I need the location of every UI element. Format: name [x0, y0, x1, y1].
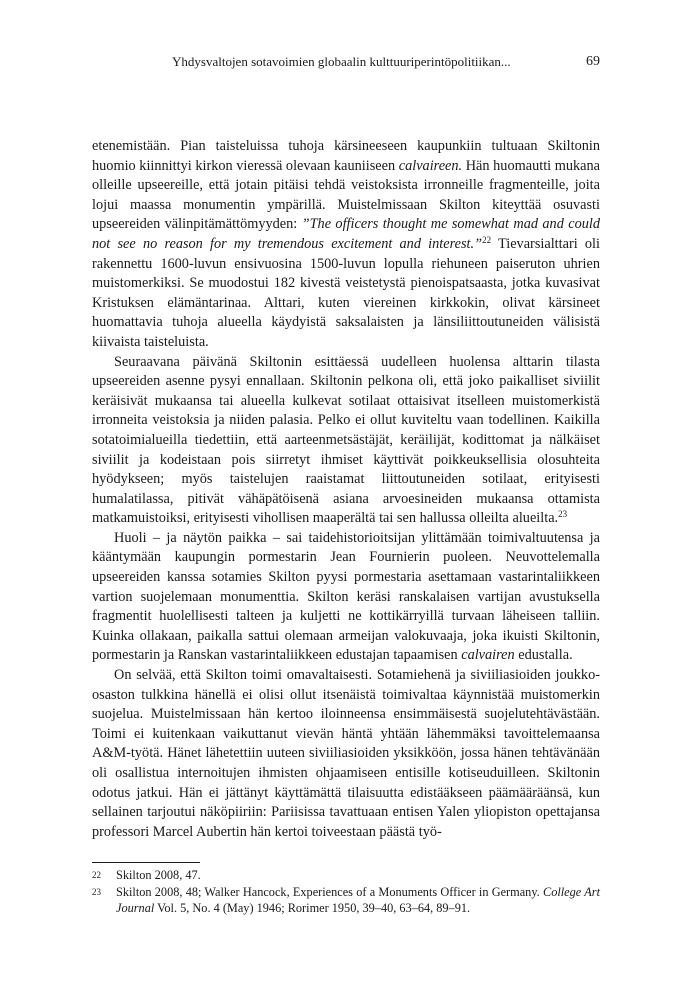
paragraph	[92, 666, 600, 842]
paragraph-text: Huoli – ja näytön paikka – sai taidehistorioitsijan ylittämään toimivaltuutensa ja kääntymään kaupungin pormestarin Jean Fournierin puoleen. Neuvottelemalla upseereiden kanssa sotamies Skilton pyysi pormestaria asettamaan vastarintaliikkeen vartion suojelemaan monumenttia. Skilton keräsi ranskalaisen vartijan avustuksella fragmentit huolellisesti talteen ja kuljetti ne kottikärryillä turvaan läheiseen talliin. Kuinka ollakaan, paikalla sattui olemaan armeijan valokuvaaja, joka ikuisti Skiltonin, pormestarin ja Ranskan vastarintaliikkeen edustajan tapaamisen	[92, 529, 600, 664]
italic-term: calvaireen.	[398, 157, 463, 174]
footnote-ref: 22	[482, 234, 492, 245]
paragraph-text: On selvää, että Skilton toimi omavaltaisesti. Sotamiehenä ja siviiliasioiden joukko-osaston tulkkina hänellä ei olisi ollut itsenäistä toimivaltaa käynnistää muistomerkin suojelua. Muistelmissaan hän kertoo iloinneensa ensimmäisestä suojelutehtävästään. Toimi ei kuitenkaan vaikuttanut vievän häntä yhtään lähemmäksi tavoittelemaansa A&M-työtä. Hänet lähetettiin uuteen siviiliasioiden yksikköön, jossa hänen tehtävänään oli osallistua internoitujen ihmisten ohjaamiseen entisille kotiseuduilleen. Skiltonin odotus jatkui. Hän ei jättänyt käyttämättä tilaisuutta edistääkseen päämääräänsä, kun sellainen tarjoutui näköpiiriin: Pariisissa tavattuaan entisen Yalen yliopiston opettajansa professori Marcel Aubertin hän kertoi toiveestaan päästä työ-	[92, 667, 600, 840]
footnote-number: 22	[92, 870, 101, 880]
footnote-text: Skilton 2008, 48; Walker Hancock, Experiences of a Monuments Officer in Germany.	[116, 884, 543, 899]
footnote-text: Skilton 2008, 47.	[116, 868, 201, 882]
footnote	[92, 867, 600, 884]
running-header	[92, 54, 600, 74]
paragraph	[92, 529, 600, 666]
paragraph-text: Seuraavana päivänä Skiltonin esittäessä uudelleen huolensa alttarin tilasta upseereiden asenne pysyi ennallaan. Skiltonin pelkona oli, että joko paikalliset siviilit keräisivät mukaansa tai alueella kulkevat sotilaat ottaisivat itselleen muistomerkistä irronneita veistoksia ja niiden palasia. Pelko ei ollut kuviteltu vaan todellinen. Kaikilla sotatoimialueilla tiedettiin, että aarteenmetsästäjät, keräilijät, kodittomat ja nälkäiset siviilit ja kodeistaan pois siirretyt ihmiset käyttivät poikkeuksellisia olosuhteita hyödykseen; myös taistelujen raaistamat liittoutuneiden sotilaat, erityisesti humalatilassa, pitivät vähäpätöisenä asiana arvoesineiden mukaansa ottamista matkamuistoiksi, erityisesti vihollisen maaperältä tai sen hallussa olleilta alueilta.	[92, 353, 600, 527]
paragraph-text: edustalla.	[514, 647, 573, 664]
footnote-text: Vol. 5, No. 4 (May) 1946; Rorimer 1950, 39–40, 63–64, 89–91.	[154, 901, 471, 915]
footnote-separator	[92, 862, 200, 863]
body-text	[92, 137, 600, 842]
footnote-number: 23	[92, 886, 101, 897]
paragraph	[92, 353, 600, 529]
paragraph-text: Hän huomautti mukana olleille upseereille, että jotain pitäisi tehdä veistoksista irronneille fragmenteille, joita lojui maassa monumentin ympärillä. Muistelmissaan Skilton kiteyttää osuvasti upseereiden välinpitämättömyyden:	[92, 157, 600, 233]
journal-title: College Art Journal	[116, 884, 600, 915]
footnotes	[92, 867, 600, 917]
paragraph	[92, 137, 600, 353]
paragraph-text: etenemistään. Pian taisteluissa tuhoja kärsineeseen kaupunkiin tultuaan Skiltonin huomio kiinnittyi kirkon vieressä olevaan kauniiseen	[92, 138, 600, 174]
running-title: Yhdysvaltojen sotavoimien globaalin kulttuuriperintöpolitiikan...	[172, 54, 511, 69]
footnote-ref: 23	[558, 509, 568, 520]
paragraph-text: Tievarsialttari oli rakennettu 1600-luvun ensivuosina 1500-luvun lopulla riehuneen paiseruton uhrien muistomerkiksi. Se muodostui 182 kivestä veistetystä pienoispatsaasta, jotka kuvasivat Kristuksen elämäntarinaa. Alttari, kuten viereinen kirkkokin, olivat kärsineet huomattavia tuhoja alueella käydyistä saksalaisten ja länsiliittoutuneiden välisistä kiivaista taisteluista.	[92, 235, 600, 350]
page-number: 69	[586, 54, 600, 69]
italic-quote: ”The officers thought me somewhat mad and could not see no reason for my tremendous excitement and interest.”	[92, 216, 600, 252]
footnote	[92, 884, 600, 917]
italic-term: calvairen	[461, 647, 515, 664]
